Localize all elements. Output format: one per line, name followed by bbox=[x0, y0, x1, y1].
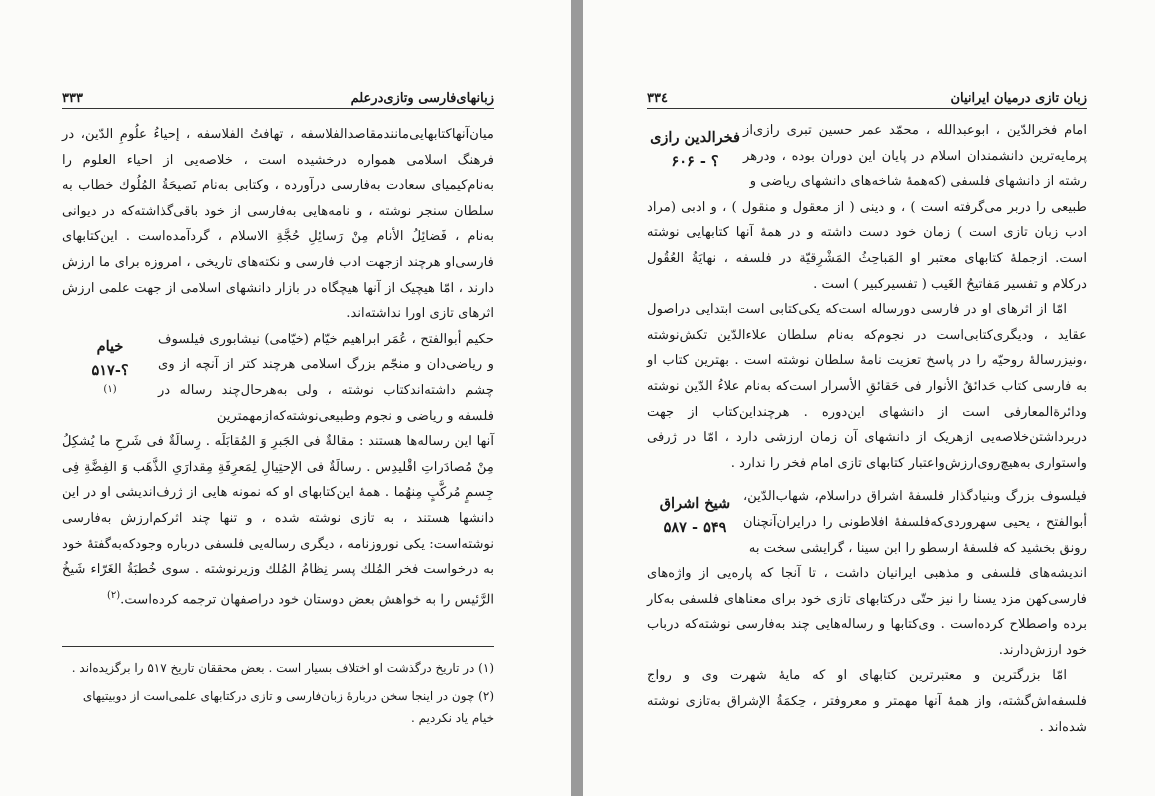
left-paragraph-2: حکیم أبوالفتح ، عُمَر ابراهیم خیّام (خیّامی) نیشابوری فیلسوف و ریاضی‌دان و منجّم بزرگ اسلامی هرچند کتر از آنچه از وی چشم داشته‌اندکتاب نوشته ، ولی به‌هرحال‌چند رساله در فلسفه و ریاضی و نجوم وطبیعی‌نوشته‌که‌ازمهمترین bbox=[158, 331, 494, 424]
khayyam-margin-heading bbox=[62, 327, 158, 397]
footnote-1: (۱) در تاریخ درگذشت او اختلاف بسیار است . بعض محققان تاریخ ۵۱۷ را برگزیده‌اند . bbox=[71, 661, 494, 675]
right-running-head: زبان تازی درمیان ایرانیان bbox=[950, 91, 1087, 106]
footnote-2: (۲) چون در اینجا سخن دربارهٔ زبان‌فارسی و تازی درکتابهای علمی‌است از دوبیتیهای خیام یاد نکردیم . bbox=[82, 689, 494, 725]
left-page-body bbox=[62, 122, 494, 613]
right-page-body bbox=[647, 118, 1087, 740]
left-paragraph-3-text: آنها این رساله‌ها هستند : مقالةٌ فی الجَبرِ وَ المُقابَلَه . رِسالَةٌ فی شَرحِ ما يُشکِلُ مِنْ مُصادَراتِ اقْلیدِس . رسالَةٌ فی الإحتِیالِ لِمَعرِفَةِ مِقدارَیِ الذَّهَب وَ الفِضَّةِ فِی جِسمٍ مُرکَّبٍ مِنهُما . همهٔ این‌کتابهای او که نمونه هایی از ژرف‌اندیشی او در این دانشها هستند ، به تازی نوشته شده ، و تنها چند اثرکم‌ارزش به‌فارسی نوشته‌است: یکی نوروزنامه ، دیگری رساله‌یی فلسفی درباره وجودکه‌به‌گفتهٔ خود به درخواست فخر المُلك پسر نِظامُ المُلك وزیرنوشته . سوی خُطبَةُ الغَرّاء شَیخُ الرَّئیس را به خواهش بعض دوستان خود دراصفهان ترجمه کرده‌است. bbox=[62, 434, 494, 608]
khayyam-footnote-ref: (۱) bbox=[103, 383, 117, 395]
left-paragraph-3 bbox=[62, 429, 494, 613]
left-running-head: زبانهای‌فارسی وتازی‌درعلم bbox=[350, 91, 494, 106]
right-page-number: ۳۳٤ bbox=[647, 91, 668, 106]
right-paragraph-3: امّا از اثرهای او در فارسی دورساله است‌که یکی‌کتابی است ابتدایی دراصول عقاید ، ودیگری‌کتابی‌است در نجوم‌که به‌نام سلطان علاءالدّین تکش‌نوشته ،ونیزرسالهٔ روحیّه را در پاسخ تعزیت نامهٔ سلطان نوشته است . بهترین کتاب او به فارسی کتاب حَدائقُ الأنوار فی حَقائقِ الأسرار است‌که به‌نام علاءُ الدّین نوشته ودائرةالمعارفی است از دانشهای این‌دوره . هرچنداین‌کتاب از جهت دربرداشتن‌خلاصه‌یی ازهریک از دانشهای آن زمان ارزشی دارد ، امّا در ژرفی واستواری به‌هیچ‌روی‌ارزش‌واعتبار کتابهای تازی امام فخر را ندارد . bbox=[647, 302, 1087, 471]
razi-name: فخرالدین رازی bbox=[650, 129, 740, 146]
suhrawardi-margin-heading bbox=[647, 484, 743, 540]
right-paragraph-1: امام فخرالدّین ، ابوعبدالله ، محمّد عمر حسین تبری رازی‌از پرمایه‌ترین دانشمندان اسلام در پایان این دوران بوده ، ودرهر رشته از دانشهای فلسفی (که‌همهٔ شاخه‌های دانشهای ریاضی و bbox=[743, 123, 1087, 190]
khayyam-name: خیام bbox=[96, 337, 124, 355]
left-footnotes bbox=[62, 646, 494, 735]
left-page-number: ۳۳۳ bbox=[62, 91, 83, 106]
suhrawardi-years: ۵۴۹ - ۵۸۷ bbox=[663, 519, 727, 537]
suhrawardi-section bbox=[647, 484, 1087, 561]
khayyam-years: ؟-۵۱۷ bbox=[91, 361, 129, 379]
left-page-header bbox=[62, 82, 494, 109]
razi-margin-heading bbox=[647, 118, 743, 174]
right-paragraph-6: امّا بزرگترین و معتبرترین کتابهای او که مایهٔ شهرت وی و رواج فلسفه‌اش‌گشته، واز همهٔ آنها مهمتر و معروفتر ، حِکمَةُ الإشراق به‌تازی نوشته شده‌اند . bbox=[647, 668, 1087, 735]
left-paragraph-1: میان‌آنها‌کتابهایی‌مانند‌مقاصد‌الفلاسفه ، تهافتُ الفلاسفه ، إحیاءُ علُومِ الدّین، در فرهنگ‌ اسلامی همواره درخشیده است ، خلاصه‌یی از احیاء العلوم را به‌نام‌کیمیای سعادت به‌فارسی درآورده ، وکتابی به‌نام نَصیحَةُ المُلُوك خطاب به سلطان سنجر نوشته ، و نامه‌هایی به‌فارسی از خود باقی‌گذاشته‌که در دیوانی به‌نام ، فَضائِلُ الأنام مِنْ رَسائِلِ حُجَّةِ الاسلام ، گردآمده‌است . این‌کتابهای فارسی‌او هرچند ازجهت ادب فارسی و نکته‌های تاریخی ، امروزه برای ما ارزش دارند ، امّا هیچیک از آنها هیچگاه در بازار دانشهای اسلامی از جهت علمی ارزش اثرهای تازی اورا نداشته‌اند. bbox=[62, 127, 494, 322]
right-page bbox=[583, 0, 1155, 796]
right-page-header bbox=[647, 82, 1087, 109]
right-paragraph-4: فیلسوف بزرگ وبنیادگذار فلسفهٔ اشراق دراسلام، شهاب‌الدّین، أبوالفتح ، یحیی سهروردی‌که‌فلسفهٔ افلاطونی را درایران‌آنچنان رونق بخشید که فلسفهٔ ارسطو را ابن سینا ، گرایشی سخت به bbox=[743, 489, 1087, 556]
razi-years: ؟ - ۶۰۶ bbox=[671, 153, 719, 170]
left-page bbox=[0, 0, 571, 796]
book-gutter bbox=[571, 0, 583, 796]
khayyam-section bbox=[62, 327, 494, 429]
razi-section bbox=[647, 118, 1087, 195]
suhrawardi-name: شیخ اشراق bbox=[659, 495, 731, 513]
right-paragraph-5: اندیشه‌های فلسفی و مذهبی ایرانیان داشت ، تا آنجا که پاره‌یی از واژه‌های فارسی‌کهن مزد یسنا را نیز حتّی درکتابهای تازی خود برای معناهای فلسفی به‌کار برده واصطلاح کرده‌است . وی‌کتابها و رساله‌هایی چند به‌فارسی نوشته‌که درباب خود ارزش‌دارند. bbox=[647, 566, 1087, 658]
right-paragraph-2: طبیعی را دربر می‌گرفته است ) ، و دینی ( از معقول و منقول ) ، و ادبی (مراد ادب زبان تازی است ) زمان خود دست داشته و در همهٔ آنها کتابهایی نوشته است. ازجملهٔ کتابهای معتبر او المَباحِثُ المَشْرِقیّة در فلسفه ، نهایَةُ العُقُول درکلام و تفسیر مَفاتیحُ الغَیب ( تفسیرکبیر ) است . bbox=[647, 199, 1087, 292]
footnote-ref-2: (۲) bbox=[106, 589, 121, 601]
